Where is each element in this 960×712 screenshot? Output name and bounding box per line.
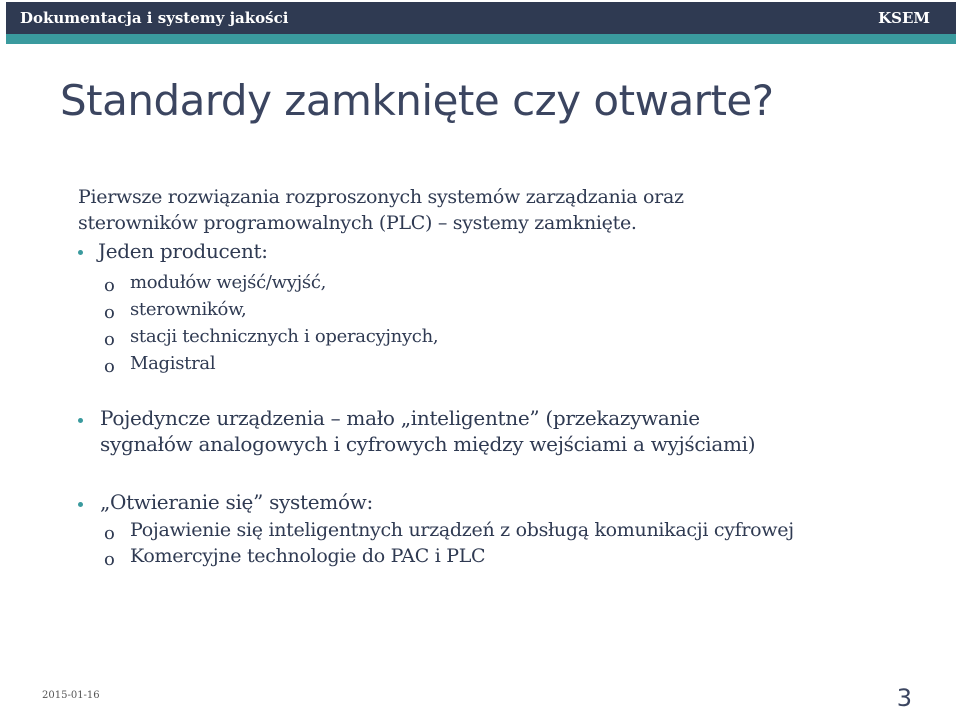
footer-date: 2015-01-16 <box>42 690 100 701</box>
intro-line-1: Pierwsze rozwiązania rozproszonych systemów zarządzania oraz <box>78 186 684 208</box>
header-course-title: Dokumentacja i systemy jakości <box>20 9 289 27</box>
bullet-3-text: „Otwieranie się” systemów: <box>100 490 373 514</box>
intro-line-2: sterowników programowalnych (PLC) – systemy zamknięte. <box>78 212 637 234</box>
sub-bullet-marker: o <box>104 523 115 544</box>
bullet-1-sub-2: sterowników, <box>130 299 247 320</box>
bullet-3-sub-2: Komercyjne technologie do PAC i PLC <box>130 545 486 567</box>
sub-bullet-marker: o <box>104 302 115 323</box>
bullet-dot <box>78 502 83 507</box>
sub-bullet-marker: o <box>104 549 115 570</box>
slide-title: Standardy zamknięte czy otwarte? <box>60 76 774 125</box>
bullet-1-text: Jeden producent: <box>98 239 268 263</box>
bullet-3-sub-1: Pojawienie się inteligentnych urządzeń z obsługą komunikacji cyfrowej <box>130 519 794 541</box>
sub-bullet-marker: o <box>104 275 115 296</box>
bullet-2-line-2: sygnałów analogowych i cyfrowych między wejściami a wyjściami) <box>100 432 756 456</box>
sub-bullet-marker: o <box>104 329 115 350</box>
sub-bullet-marker: o <box>104 356 115 377</box>
bullet-1-sub-1: modułów wejść/wyjść, <box>130 272 327 293</box>
header-department: KSEM <box>878 9 930 27</box>
slide-number: 3 <box>896 684 912 712</box>
bullet-2-line-1: Pojedyncze urządzenia – mało „inteligentne” (przekazywanie <box>100 406 700 430</box>
bullet-1-sub-3: stacji technicznych i operacyjnych, <box>130 326 439 347</box>
bullet-dot <box>78 250 83 255</box>
bullet-1-sub-4: Magistral <box>130 353 216 374</box>
bullet-dot <box>78 418 83 423</box>
